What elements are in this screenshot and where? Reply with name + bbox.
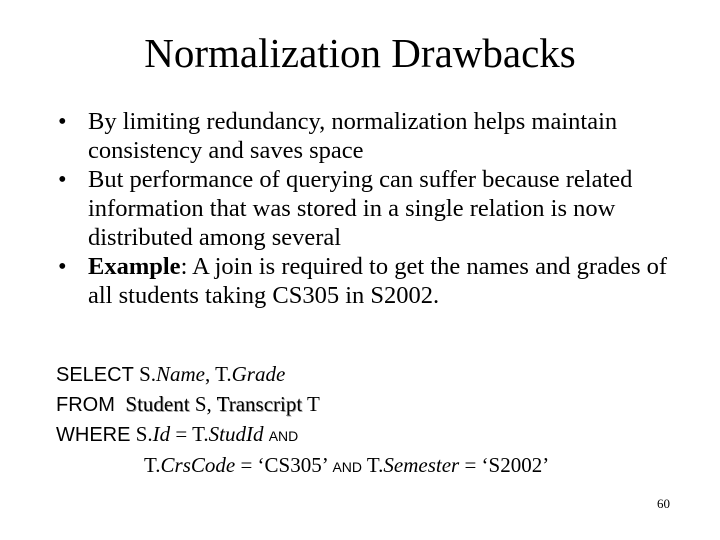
page-number: 60 <box>657 496 670 511</box>
bullet-text: But performance of querying can suffer because related information that was stored in a single relation is now distributed among several <box>88 166 633 251</box>
sql-where-line <box>56 420 696 451</box>
sql-where-continuation <box>56 451 696 482</box>
bullet-marker: • <box>58 253 67 280</box>
sql-condition: T.CrsCode = ‘CS305’ <box>144 453 333 477</box>
sql-keyword-where: WHERE <box>56 424 131 446</box>
sql-select-line <box>56 360 696 390</box>
bullet-marker: • <box>58 108 67 135</box>
sql-keyword-from: FROM <box>56 394 115 416</box>
bullet-item <box>58 107 678 165</box>
bullet-bold-lead: Example <box>88 253 181 280</box>
sql-select-col: T.Grade <box>210 362 286 386</box>
sql-condition: T.Semester = ‘S2002’ <box>362 453 550 477</box>
bullet-text: : A join is required to get the names and grades of all students taking CS305 in S2002. <box>88 253 668 309</box>
bullet-item <box>58 165 678 252</box>
sql-keyword-and: AND <box>268 428 299 444</box>
sql-keyword-and: AND <box>332 459 362 475</box>
slide-title: Normalization Drawbacks <box>144 30 576 76</box>
bullet-text: By limiting redundancy, normalization helps maintain consistency and saves space <box>88 108 618 164</box>
bullet-marker: • <box>58 166 67 193</box>
sql-from-table: Student S, <box>125 392 212 416</box>
sql-select-col: S.Name, <box>133 362 211 386</box>
sql-from-line <box>56 390 696 420</box>
sql-condition: S.Id = T.StudId <box>130 422 264 446</box>
bullet-item <box>58 252 678 310</box>
bullet-list <box>58 107 678 310</box>
sql-keyword-select: SELECT <box>56 364 134 386</box>
sql-from-table: Transcript T <box>216 392 320 416</box>
sql-query <box>56 360 696 482</box>
